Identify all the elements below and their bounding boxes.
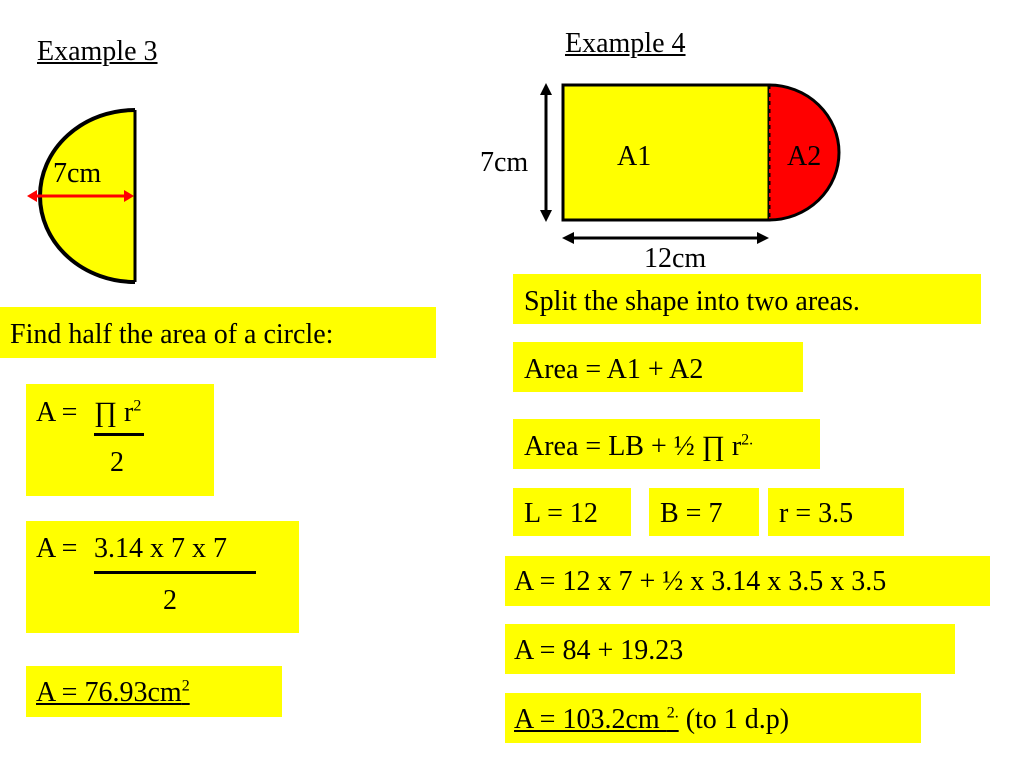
example4-step1: Split the shape into two areas.	[513, 274, 981, 324]
formula-lhs: A =	[36, 397, 78, 428]
formula-fraction-bar	[94, 433, 144, 436]
formula-numerator-text: ∏ r	[94, 397, 134, 428]
example4-step5: A = 84 + 19.23	[505, 624, 955, 674]
region-a2-label: A2	[787, 141, 822, 172]
value-l: L = 12	[513, 488, 631, 536]
example4-title: Example 4	[565, 28, 686, 59]
substitution-numerator: 3.14 x 7 x 7	[94, 533, 227, 564]
height-arrow-bottom-head	[540, 210, 552, 222]
substitution-denominator: 2	[163, 585, 177, 616]
substitution-lhs: A =	[36, 533, 78, 564]
rectangle-region	[563, 85, 769, 220]
example4-step4: A = 12 x 7 + ½ x 3.14 x 3.5 x 3.5	[505, 556, 990, 606]
step3-text: Area = LB + ½ ∏ r	[524, 431, 742, 462]
example3-title: Example 3	[37, 36, 158, 67]
formula-numerator	[94, 397, 141, 429]
example4-answer-note: (to 1 d.p)	[678, 704, 790, 735]
example3-formula-box	[26, 384, 214, 496]
value-b: B = 7	[649, 488, 759, 536]
example3-prompt: Find half the area of a circle:	[0, 307, 436, 358]
formula-denominator: 2	[110, 447, 124, 478]
substitution-fraction-bar	[94, 571, 256, 574]
height-label: 7cm	[480, 147, 529, 178]
example3-answer	[26, 666, 282, 717]
diameter-arrow-left-head	[27, 190, 37, 202]
height-arrow-top-head	[540, 83, 552, 95]
example4-answer-exponent: 2.	[666, 704, 679, 722]
example4-step2: Area = A1 + A2	[513, 342, 803, 392]
region-a1-label: A1	[617, 141, 652, 172]
formula-exponent: 2	[133, 397, 142, 415]
example3-answer-exponent: 2	[181, 677, 190, 695]
width-arrow-right-head	[757, 232, 769, 244]
step3-exponent: 2.	[741, 431, 754, 449]
example4-answer-text: A = 103.2cm	[514, 704, 667, 735]
example3-semicircle-diagram	[15, 100, 145, 290]
example4-step3	[513, 419, 820, 469]
width-label: 12cm	[644, 243, 707, 274]
diameter-label: 7cm	[53, 158, 102, 189]
example3-answer-text: A = 76.93cm	[36, 677, 182, 708]
example4-answer	[505, 693, 921, 743]
value-r: r = 3.5	[768, 488, 904, 536]
width-arrow-left-head	[562, 232, 574, 244]
example3-substitution-box	[26, 521, 299, 633]
